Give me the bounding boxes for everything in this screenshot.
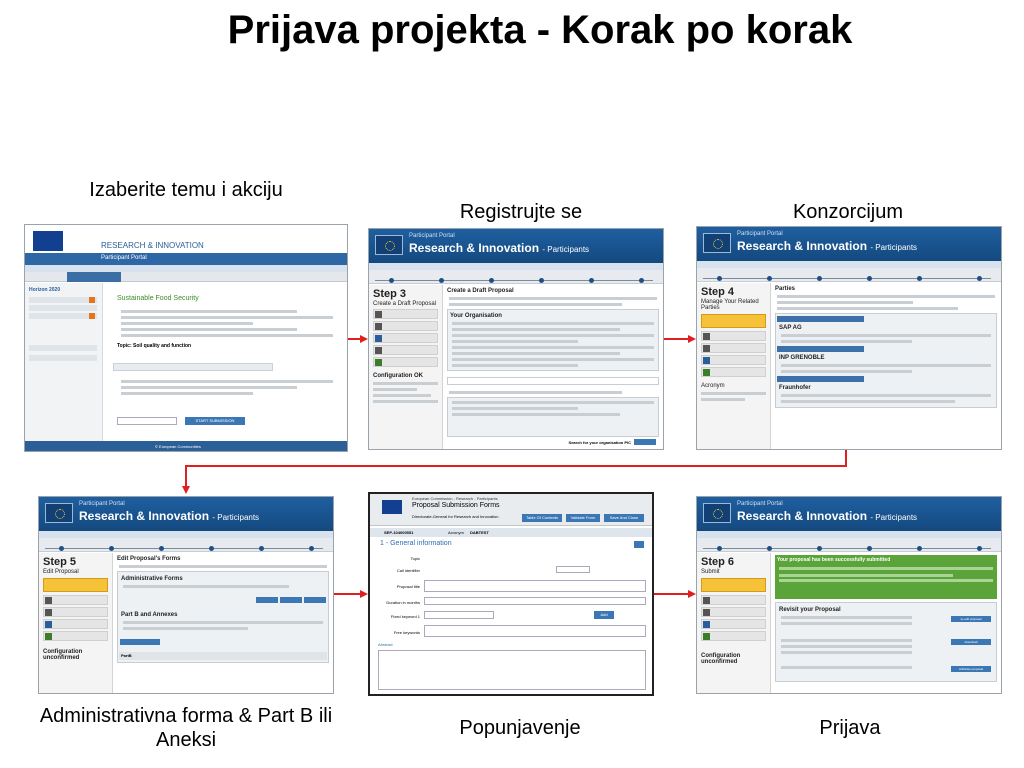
portal-label: Participant Portal	[737, 501, 783, 507]
step-subtitle: Create a Draft Proposal	[373, 301, 437, 307]
eu-flag-icon	[382, 500, 402, 514]
save-close-button[interactable]: Save And Close	[604, 514, 644, 522]
screenshot-topic-selection	[24, 224, 348, 452]
toc-button[interactable]: Table Of Contents	[522, 514, 562, 522]
brand-title: Research & Innovation - Participants	[737, 239, 918, 253]
topic-subtitle: Topic: Soil quality and function	[117, 343, 192, 349]
page-title: Prijava projekta - Korak po korak	[227, 8, 853, 52]
config-status: Configuration unconfirmed	[701, 653, 741, 665]
free-keywords-input[interactable]	[424, 625, 646, 637]
start-submission-button[interactable]: START SUBMISSION	[185, 417, 245, 425]
caption-step3: Konzorcijum	[792, 201, 904, 223]
brand-title: Research & Innovation - Participants	[79, 509, 260, 523]
form-heading: Proposal Submission Forms	[412, 502, 500, 509]
screenshot-submit	[696, 496, 1002, 694]
topic-title: Sustainable Food Security	[117, 295, 199, 302]
config-status: Configuration OK	[373, 373, 423, 379]
screenshot-consortium	[696, 226, 1002, 450]
step-subtitle: Submit	[701, 569, 720, 575]
caption-step1: Izaberite temu i akciju	[89, 179, 283, 201]
acronym-value: DABTEST	[470, 530, 489, 535]
section-heading: Your Organisation	[450, 313, 502, 319]
download-button[interactable]: download	[951, 639, 991, 645]
add-keyword-button[interactable]: Add	[594, 611, 614, 619]
eu-logo-icon	[703, 503, 731, 523]
title-input[interactable]	[424, 580, 646, 592]
portal-label: Participant Portal	[79, 501, 125, 507]
caption-step2: Registrujte se	[459, 201, 583, 223]
eu-flag-icon	[33, 231, 63, 251]
revisit-heading: Revisit your Proposal	[779, 607, 841, 613]
duration-input[interactable]	[424, 597, 646, 605]
portal-label: Participant Portal	[737, 231, 783, 237]
abstract-label: Abstract	[378, 642, 393, 647]
eu-logo-icon	[375, 235, 403, 255]
brand-title: Research & Innovation - Participants	[409, 241, 590, 255]
party-3: Fraunhofer	[779, 385, 811, 391]
topic-label: Topic	[410, 556, 420, 561]
search-pic-label: Search for your organisation PIC	[568, 440, 631, 445]
abstract-input[interactable]	[378, 650, 646, 690]
screenshot-proposal-form	[368, 492, 654, 696]
partb-heading: Part B and Annexes	[121, 612, 178, 618]
content-heading: Edit Proposal's Forms	[117, 556, 181, 562]
duration-label: Duration in months	[386, 600, 420, 605]
free-keywords-label: Free keywords	[393, 630, 420, 635]
arrow-3-to-4	[186, 450, 846, 492]
brand-title: Research & Innovation - Participants	[737, 509, 918, 523]
re-edit-button[interactable]: re-edit proposal	[951, 616, 991, 622]
keyword-select[interactable]	[424, 611, 494, 619]
eu-logo-icon	[45, 503, 73, 523]
help-icon[interactable]	[634, 541, 644, 548]
title-label: Proposal title	[396, 584, 420, 589]
success-banner: Your proposal has been successfully submitted	[777, 557, 891, 563]
footer-text: © European Communities	[155, 444, 201, 449]
section-title: 1 - General information	[380, 540, 452, 547]
form-subheading: Directorate-General for Research and Innovation	[412, 514, 499, 519]
acronym-label: Acronym	[448, 530, 464, 535]
step-subtitle: Manage Your Related Parties	[701, 299, 759, 311]
search-button[interactable]	[634, 439, 656, 445]
org-name: RESEARCH & INNOVATION	[101, 241, 204, 250]
portal-label: Participant Portal	[409, 233, 455, 239]
keyword-label: Fixed keyword 1	[390, 614, 420, 619]
portal-name: Participant Portal	[101, 255, 147, 261]
validate-button[interactable]: Validate Form	[566, 514, 600, 522]
screenshot-edit-proposal	[38, 496, 334, 694]
step-number: Step 4	[701, 286, 735, 298]
sidebar-section: Horizon 2020	[29, 287, 61, 293]
form-header: European Commission - Research - Participants	[412, 496, 498, 501]
call-label: Call identifier	[396, 568, 420, 573]
acronym-label: Acronym	[701, 383, 725, 389]
withdraw-button[interactable]: withdraw proposal	[951, 666, 991, 672]
admin-forms-heading: Administrative Forms	[121, 576, 183, 582]
step-number: Step 3	[373, 288, 407, 300]
step-subtitle: Edit Proposal	[43, 569, 79, 575]
step-number: Step 6	[701, 556, 735, 568]
caption-step4: Administrativna forma & Part B ili Aneksi	[39, 705, 333, 751]
partb-file: PartB	[121, 653, 132, 658]
config-status: Configuration unconfirmed	[43, 649, 83, 661]
content-heading: Create a Draft Proposal	[447, 288, 514, 294]
caption-step6: Prijava	[819, 717, 881, 739]
step-number: Step 5	[43, 556, 77, 568]
caption-step5: Popunjavenje	[459, 717, 581, 739]
party-1: SAP AG	[779, 325, 802, 331]
content-heading: Parties	[775, 286, 796, 292]
screenshot-register	[368, 228, 664, 450]
eu-logo-icon	[703, 233, 731, 253]
proposal-id: SEP-104000551	[384, 530, 414, 535]
party-2: INP GRENOBLE	[779, 355, 825, 361]
